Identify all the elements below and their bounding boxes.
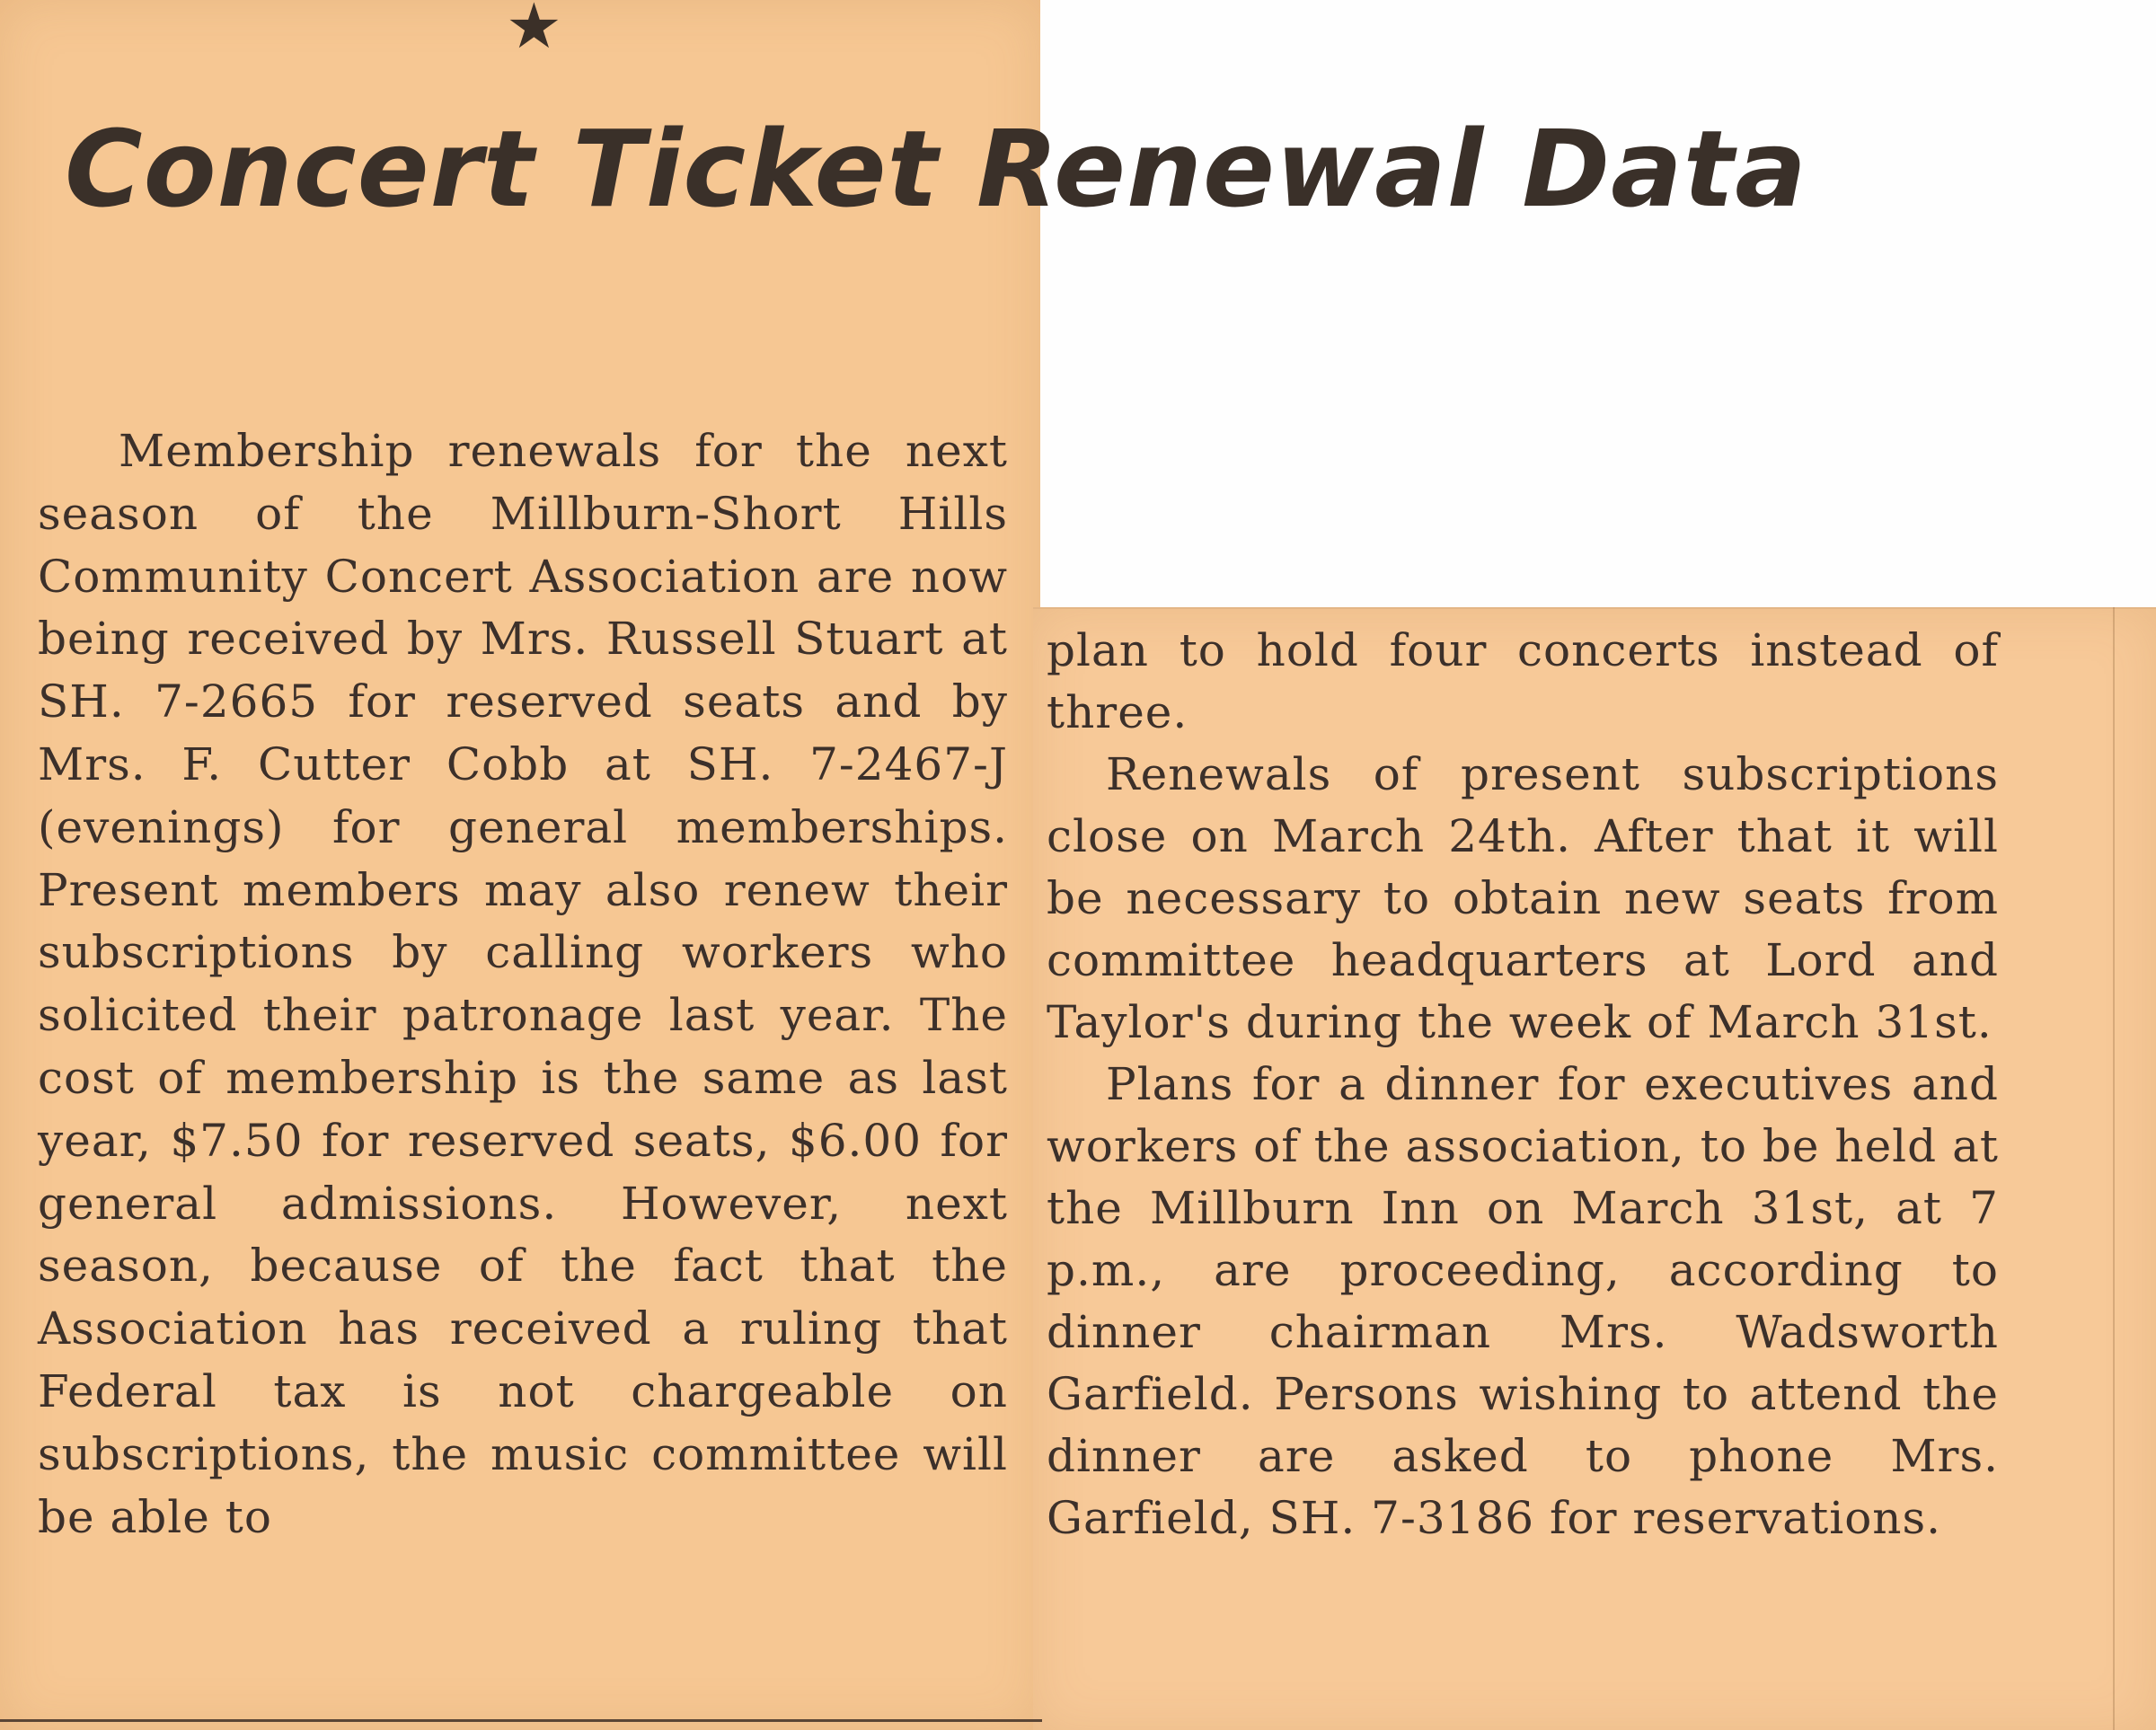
column-bottom-rule xyxy=(0,1719,1042,1722)
star-icon: ★ xyxy=(506,0,562,63)
left-column xyxy=(38,420,1008,1549)
headline: Concert Ticket Renewal Data xyxy=(65,107,1807,231)
clipping-edge-shadow xyxy=(2113,607,2115,1730)
right-column xyxy=(1047,620,1999,1549)
left-paragraph-1: Membership renewals for the next season of the Millburn-Short Hills Community Concert Association are now being received by Mrs. Russell Stuart at SH. 7-2665 for reserved seats and by Mrs. F. Cutter Cobb at SH. 7-2467-J (evenings) for general memberships. Present members may also renew their subscriptions by calling workers who solicited their patronage last year. The cost of membership is the same as last year, $7.50 for reserved seats, $6.00 for general admissions. However, next season, because of the fact that the Association has received a ruling that Federal tax is not chargeable on subscriptions, the music committee will be able to xyxy=(38,425,1008,1543)
right-paragraph-3: Plans for a dinner for executives and workers of the association, to be held at the Millburn Inn on March 31st, at 7 p.m., are proceeding, according to dinner chairman Mrs. Wadsworth Garfield. Persons wishing to attend the dinner are asked to phone Mrs. Garfield, SH. 7-3186 for reservations. xyxy=(1047,1058,1999,1544)
right-paragraph-2: Renewals of present subscriptions close on March 24th. After that it will be necessary to obtain new seats from committee headquarters at Lord and Taylor's during the week of March 31st. xyxy=(1047,748,1999,1048)
right-paragraph-continuation: plan to hold four concerts instead of three. xyxy=(1047,624,1999,738)
